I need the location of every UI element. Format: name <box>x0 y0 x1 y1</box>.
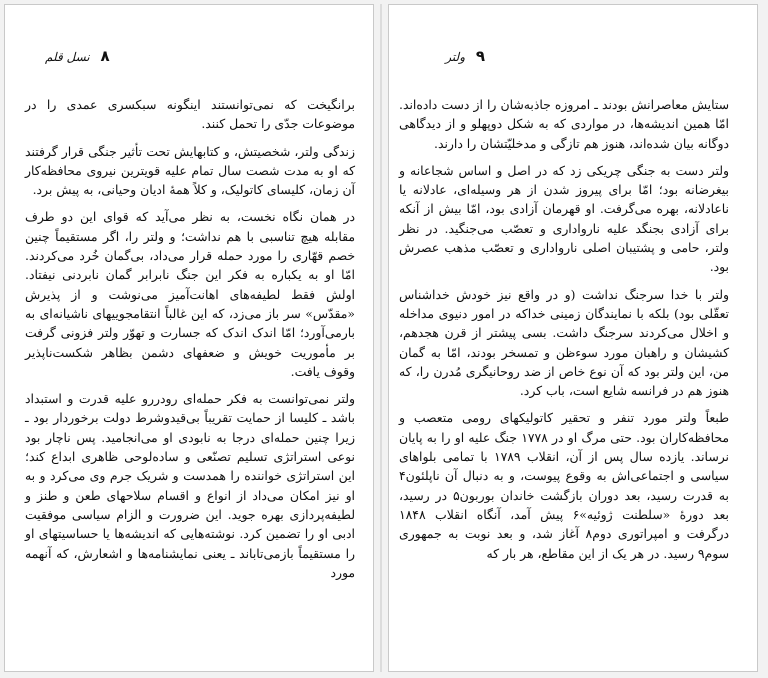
paragraph: ولتر با خدا سرجنگ نداشت (و در واقع نیز خودش خداشناس تعقّلی بود) بلکه با نمایندگان زمینی خداکه در امور دنیوی مداخله و اخلال می‌کردند سرجنگ داشت. بسی پیشتر از قرن هجدهم، کشیشان و راهبان مورد سوءظن و تمسخر بودند، امّا به گمان من، این ولتر بود که آن نوع خاص از ضد روحانیگری مُدرن را، که هنوز هم در فرانسه شایع است، باب کرد. <box>399 286 729 399</box>
left-page-body <box>25 95 355 590</box>
paragraph: ولتر نمی‌توانست به فکر حمله‌ای رودررو علیه قدرت و استبداد باشد ـ کلیسا از حمایت تقریباً بی‌قیدوشرط دولت برخوردار بود ـ زیرا چنین حمله‌ای درجا به نابودی او می‌انجامید. پس ناچار بود نوعی استراتژی تسلیم تصنّعی و ساده‌لوحی ظاهری ابداع کند؛ این استراتژی خواننده را همدست و شریک جرم وی می‌کرد و به او نیز امکان می‌داد از انواع و اقسام سلاحهای طعن و طنز و لطیفه‌پردازی بهره جوید. این ضرورت و الزام سیاسی موفقیت ادبی او را تضمین کرد. نوشته‌هایی که اندیشه‌ها یا حساسیتهای او را مستقیماً بازمی‌تاباند ـ یعنی نمایشنامه‌ها و اشعارش، که آنهمه مورد <box>25 391 355 580</box>
paragraph: برانگیخت که نمی‌توانستند اینگونه سبکسری عمدی را در موضوعات جدّی را تحمل کنند. <box>25 97 355 132</box>
paragraph: در همان نگاه نخست، به نظر می‌آید که قوای این دو طرف مقابله هیچ تناسبی با هم نداشت؛ و ولتر را، اگر مستقیماً چنین خصم قهّاری را مورد حمله قرار می‌داد، بی‌گمان خُرد می‌کردند. امّا او به یکباره به فکر این جنگ نابرابر گمان نابردنی نیفتاد. اولش فقط لطیفه‌های اهانت‌آمیز می‌نوشت و از پذیرش «مقدّس» سر باز می‌زد، که این غالباً انتقامجوییهای ناشیانه‌ای به بارمی‌آورد؛ امّا اندک اندک که جسارت و تهوّر ولتر فزونی گرفت بر مأموریت خویش و ضعفهای دشمن بظاهر شکست‌ناپذیر وقوف یافت. <box>25 209 355 379</box>
left-page-header <box>45 47 110 65</box>
right-page-body <box>399 95 729 571</box>
right-page-header <box>445 47 485 65</box>
paragraph: ولتر دست به جنگی چریکی زد که در اصل و اساس شجاعانه و بیغرضانه بود؛ امّا برای پیروز شدن از هر وسیله‌ای، عادلانه یا ناعادلانه، بهره می‌گرفت. او قهرمان آزادی بود، امّا بیش از آنکه برای آزادی بجنگد علیه نارواداری و تعصّب می‌جنگید. در نظر ولتر، حامی و پشتیبان اصلی نارواداری و تعصّب مذهب عصرش بود. <box>399 162 729 275</box>
paragraph: ستایش معاصرانش بودند ـ امروزه جاذبه‌شان را از دست داده‌اند. امّا همین اندیشه‌ها، در مواردی که به شکل دوپهلو و از دیدگاهی دوگانه بیان شده‌اند، هنوز هم تازگی و مدخلیّتشان را دارند. <box>399 97 729 151</box>
page-number: ۹ <box>475 47 485 65</box>
right-page <box>388 4 758 672</box>
left-page <box>4 4 374 672</box>
page-gutter <box>380 4 382 672</box>
paragraph: زندگی ولتر، شخصیتش، و کتابهایش تحت تأثیر جنگی قرار گرفتند که او به مدت شصت سال تمام علیه قویترین نیروی محافظه‌کار آن زمان، کلیسای کاتولیک، و کلاً همهٔ ادیان وحیانی، به پیش برد. <box>25 143 355 198</box>
paragraph: طبعاً ولتر مورد تنفر و تحقیر کاتولیکهای رومی متعصب و محافظه‌کاران بود. حتی مرگ او در ۱۷۷۸ جنگ علیه او را به پایان نرساند. یازده سال پس از آن، انقلاب ۱۷۸۹ با تمامی بلواهای سیاسی و اجتماعی‌اش به وقوع پیوست، و به دنبال آن ناپلئون۴ به قدرت رسید، بعد دوران بازگشت خاندان بوربون۵ در رسید، بعد دورهٔ «سلطنت ژوئیه»۶ پیش آمد، آنگاه انقلاب ۱۸۴۸ درگرفت و امپراتوری دوم۸ آغاز شد، و بعد نوبت به جمهوری سوم۹ رسید. در هر یک از این مقاطع، هر بار که <box>399 410 729 561</box>
running-title: نسل قلم <box>45 50 90 64</box>
page-number: ۸ <box>100 47 110 65</box>
running-title: ولتر <box>445 50 466 64</box>
